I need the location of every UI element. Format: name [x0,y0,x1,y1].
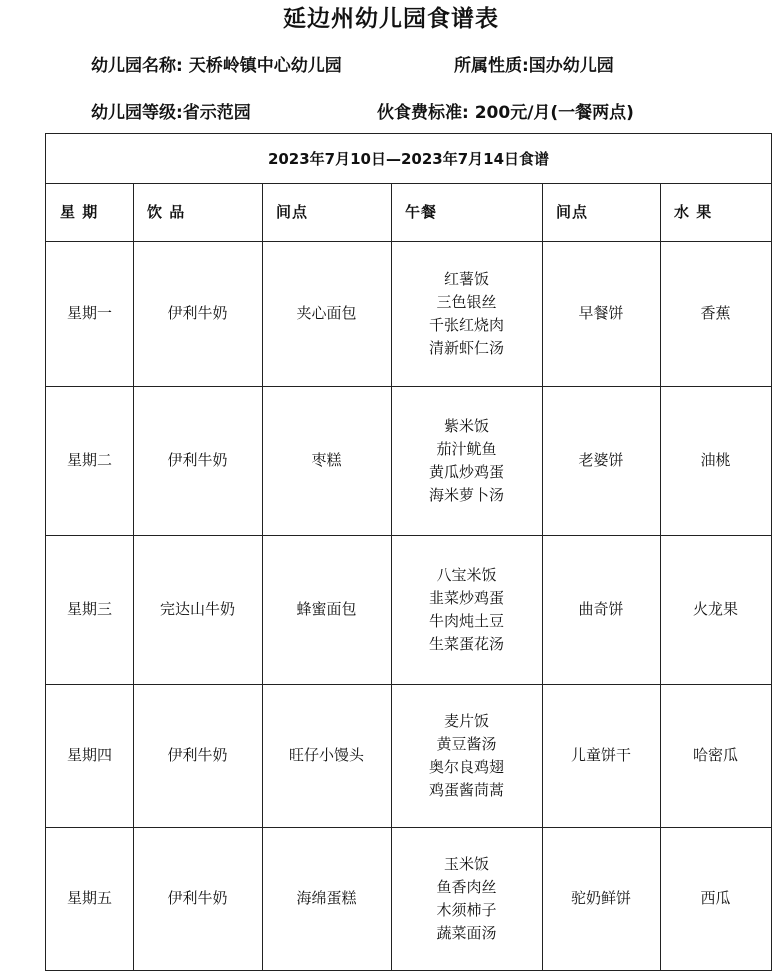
lunch-dish: 生菜蛋花汤 [428,634,504,653]
cell-snack-2: 早餐饼 [578,304,624,322]
kindergarten-name: 幼儿园名称: 天桥岭镇中心幼儿园 [91,56,342,76]
menu-table [45,133,772,971]
cell-day: 星期一 [66,304,112,322]
cell-snack-1: 枣糕 [311,451,342,469]
cell-day: 星期五 [66,889,112,907]
lunch-dish: 鸡蛋酱茼蒿 [428,780,504,799]
cell-drink: 完达山牛奶 [159,600,235,618]
lunch-dish: 麦片饭 [443,711,489,730]
lunch-dish: 海米萝卜汤 [428,485,504,504]
column-header-snack-1: 间点 [276,203,309,221]
kindergarten-type: 所属性质:国办幼儿园 [454,56,614,76]
lunch-dish: 韭菜炒鸡蛋 [428,588,504,607]
meal-fee-standard: 伙食费标准: 200元/月(一餐两点) [377,103,634,123]
cell-fruit: 油桃 [700,451,731,469]
cell-lunch [391,827,542,970]
cell-day: 星期二 [66,451,112,469]
lunch-dish: 鱼香肉丝 [436,877,497,896]
cell-fruit: 香蕉 [700,304,731,322]
lunch-dish-list [429,268,504,360]
lunch-dish: 黄豆酱汤 [436,734,497,753]
cell-day: 星期三 [66,600,112,618]
lunch-dish-list [429,710,504,802]
column-header-drink: 饮 品 [147,203,186,221]
lunch-dish: 奥尔良鸡翅 [428,757,504,776]
column-header-lunch: 午餐 [405,203,438,221]
lunch-dish: 木须柿子 [436,900,497,919]
cell-lunch [391,684,542,827]
cell-snack-1: 海绵蛋糕 [296,889,357,907]
lunch-dish: 红薯饭 [443,269,489,288]
cell-drink: 伊利牛奶 [167,304,228,322]
lunch-dish: 三色银丝 [436,292,497,311]
cell-snack-1: 蜂蜜面包 [296,600,357,618]
cell-snack-1: 旺仔小馒头 [288,746,364,764]
cell-fruit: 火龙果 [692,600,738,618]
cell-day: 星期四 [66,746,112,764]
cell-fruit: 哈密瓜 [692,746,738,764]
lunch-dish-list [436,853,496,945]
lunch-dish-list [429,415,504,507]
cell-drink: 伊利牛奶 [167,889,228,907]
cell-snack-2: 驼奶鲜饼 [570,889,631,907]
cell-lunch [391,535,542,684]
lunch-dish: 千张红烧肉 [428,315,504,334]
column-header-fruit: 水 果 [674,203,713,221]
page-title: 延边州幼儿园食谱表 [283,6,499,32]
cell-snack-2: 老婆饼 [578,451,624,469]
cell-lunch [391,241,542,386]
cell-snack-1: 夹心面包 [296,304,357,322]
lunch-dish: 蔬菜面汤 [436,923,497,942]
lunch-dish: 八宝米饭 [436,565,497,584]
cell-lunch [391,386,542,535]
lunch-dish: 茄汁鱿鱼 [436,439,497,458]
cell-drink: 伊利牛奶 [167,451,228,469]
cell-snack-2: 曲奇饼 [578,600,624,618]
lunch-dish-list [429,564,504,656]
lunch-dish: 牛肉炖土豆 [428,611,504,630]
cell-snack-2: 儿童饼干 [570,746,631,764]
kindergarten-level: 幼儿园等级:省示范园 [91,103,251,123]
column-header-day: 星 期 [60,203,99,221]
lunch-dish: 紫米饭 [443,416,489,435]
week-range-header: 2023年7月10日—2023年7月14日食谱 [46,134,771,184]
lunch-dish: 清新虾仁汤 [428,338,504,357]
cell-fruit: 西瓜 [700,889,731,907]
lunch-dish: 黄瓜炒鸡蛋 [428,462,504,481]
lunch-dish: 玉米饭 [443,854,489,873]
column-header-snack-2: 间点 [556,203,589,221]
cell-drink: 伊利牛奶 [167,746,228,764]
